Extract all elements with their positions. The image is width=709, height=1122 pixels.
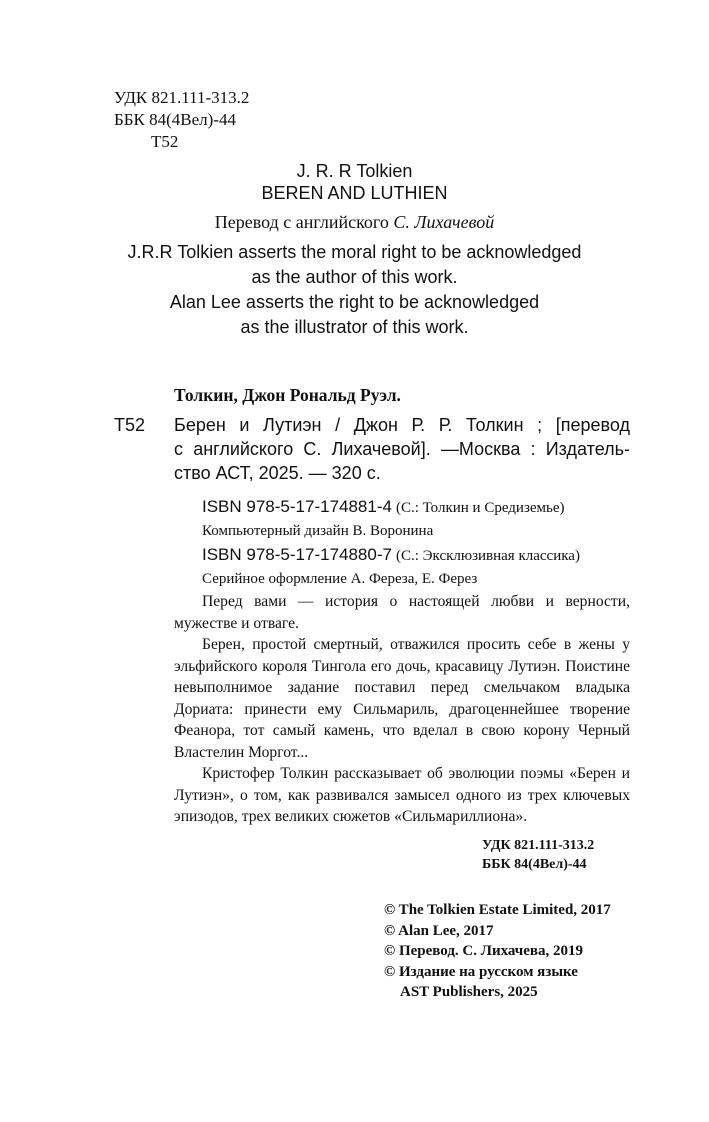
series-design-credit: Серийное оформление А. Фереза, Е. Ферез: [202, 571, 478, 587]
isbn-2-series: (С.: Эксклюзивная классика): [395, 548, 580, 564]
isbn-1: ISBN 978-5-17-174881-4: [202, 497, 392, 516]
original-title-block: [0, 160, 709, 204]
copyright-line: © Перевод. С. Лихачева, 2019: [384, 943, 584, 959]
translation-line: [0, 211, 709, 233]
description-line: ство АСТ, 2025. — 320 с.: [174, 463, 381, 483]
description-line: с английского С. Лихачевой]. —Москва : Издатель-: [174, 439, 630, 459]
copyright-line: © Издание на русском языке: [384, 963, 578, 980]
rights-line: Alan Lee asserts the right to be acknowledged: [169, 292, 540, 312]
annotation-paragraph: Кристофер Толкин рассказывает об эволюции поэмы «Берен и Лутиэн», о том, как развивался замысел одного из трех ключевых эпизодов, трех великих сюжетов «Сильмариллиона».: [174, 765, 630, 825]
catalog-author-heading: Толкин, Джон Рональд Руэл.: [174, 385, 401, 405]
udk-code-bottom: УДК 821.111-313.2: [482, 838, 595, 853]
rights-line: as the illustrator of this work.: [240, 317, 469, 337]
rights-line: as the author of this work.: [251, 267, 458, 287]
original-title: BEREN AND LUTHIEN: [261, 183, 448, 203]
rights-block: [0, 241, 709, 338]
catalog-description: [174, 413, 630, 485]
bbk-code-bottom: ББК 84(4Вел)-44: [482, 857, 587, 872]
rights-line: J.R.R Tolkien asserts the moral right to be acknowledged: [127, 242, 582, 262]
description-line: Берен и Лутиэн / Джон Р. Р. Толкин ; [перевод: [174, 415, 630, 435]
translation-prefix: Перевод с английского: [214, 212, 394, 232]
original-author: J. R. R Tolkien: [296, 161, 413, 181]
annotation-paragraph: Берен, простой смертный, отважился просить себе в жены у эльфийского короля Тингола его дочь, красавицу Лутиэн. Поистине невыполнимое задание поставил перед смельчаком владыка Дориата: принести ему Сильмариль, драгоценнейшее творение Феанора, тот самый камень, что вделал в свою корону Черный Властелин Моргот...: [174, 636, 630, 761]
copyright-line: AST Publishers, 2025: [400, 984, 538, 1000]
copyright-line: © The Tolkien Estate Limited, 2017: [384, 902, 611, 918]
udk-code: УДК 821.111-313.2: [114, 88, 250, 107]
isbn-2: ISBN 978-5-17-174880-7: [202, 545, 392, 564]
annotation-paragraph: Перед вами — история о настоящей любви и верности, мужестве и отваге.: [174, 593, 630, 632]
annotation: [174, 591, 630, 828]
copyright-block: [384, 900, 611, 1003]
author-mark: Т52: [151, 132, 179, 151]
bbk-code: ББК 84(4Вел)-44: [114, 110, 236, 129]
translator-name: С. Лихачевой: [393, 212, 495, 232]
catalog-mark: Т52: [114, 415, 146, 435]
isbn-1-series: (С.: Толкин и Средиземье): [395, 500, 565, 516]
isbn-block: [202, 495, 580, 591]
copyright-line: © Alan Lee, 2017: [384, 922, 494, 939]
design-credit: Компьютерный дизайн В. Воронина: [202, 523, 434, 539]
